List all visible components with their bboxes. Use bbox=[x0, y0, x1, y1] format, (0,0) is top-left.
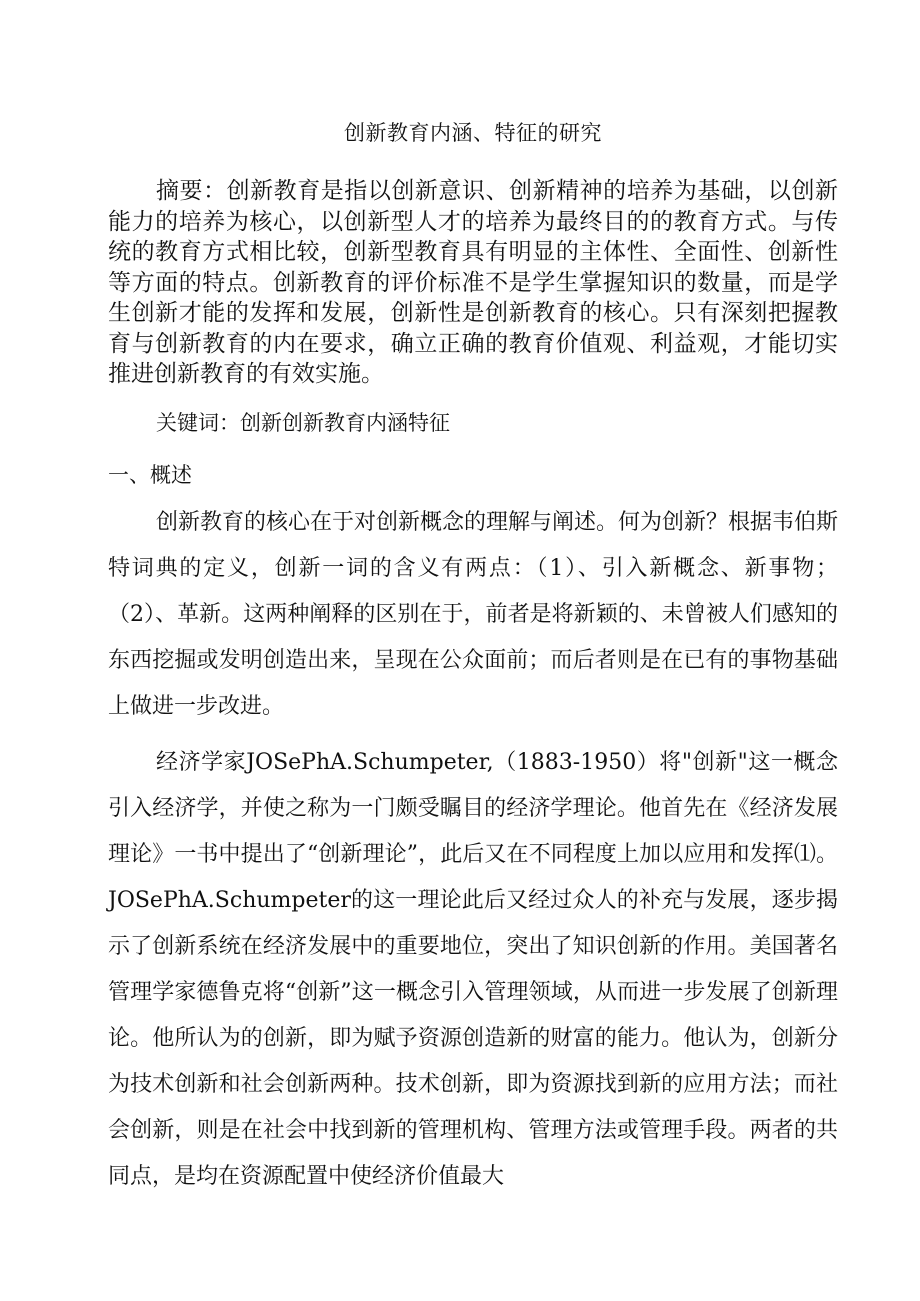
keywords-line: 关键词：创新创新教育内涵特征 bbox=[156, 410, 450, 435]
abstract-paragraph: 摘要：创新教育是指以创新意识、创新精神的培养为基础，以创新能力的培养为核心，以创新型人才的培养为最终目的的教育方式。与传统的教育方式相比较，创新型教育具有明显的主体性、全面性、创新性等方面的特点。创新教育的评价标准不是学生掌握知识的数量，而是学生创新才能的发挥和发展，创新性是创新教育的核心。只有深刻把握教育与创新教育的内在要求，确立正确的教育价值观、利益观，才能切实推进创新教育的有效实施。 bbox=[108, 178, 838, 387]
document-title: 创新教育内涵、特征的研究 bbox=[344, 121, 602, 145]
body-paragraph-2: 经济学家JOSePhA.Schumpeter,（1883-1950）将"创新"这一概念引入经济学，并使之称为一门颇受瞩目的经济学理论。他首先在《经济发展理论》一书中提出了“创新理论”，此后又在不同程度上加以应用和发挥⑴。JOSePhA.Schumpeter的这一理论此后又经过众人的补充与发展，逐步揭示了创新系统在经济发展中的重要地位，突出了知识创新的作用。美国著名管理学家德鲁克将“创新”这一概念引入管理领域，从而进一步发展了创新理论。他所认为的创新，即为赋予资源创造新的财富的能力。他认为，创新分为技术创新和社会创新两种。技术创新，即为资源找到新的应用方法；而社会创新，则是在社会中找到新的管理机构、管理方法或管理手段。两者的共同点，是均在资源配置中使经济价值最大 bbox=[108, 749, 838, 1189]
section-heading-overview: 一、概述 bbox=[108, 462, 192, 487]
document-page bbox=[108, 118, 838, 1200]
body-paragraph-1: 创新教育的核心在于对创新概念的理解与阐述。何为创新？根据韦伯斯特词典的定义，创新一词的含义有两点：（1）、引入新概念、新事物；（2）、革新。这两种阐释的区别在于，前者是将新颖的、未曾被人们感知的东西挖掘或发明创造出来，呈现在公众面前；而后者则是在已有的事物基础上做进一步改进。 bbox=[108, 509, 839, 719]
